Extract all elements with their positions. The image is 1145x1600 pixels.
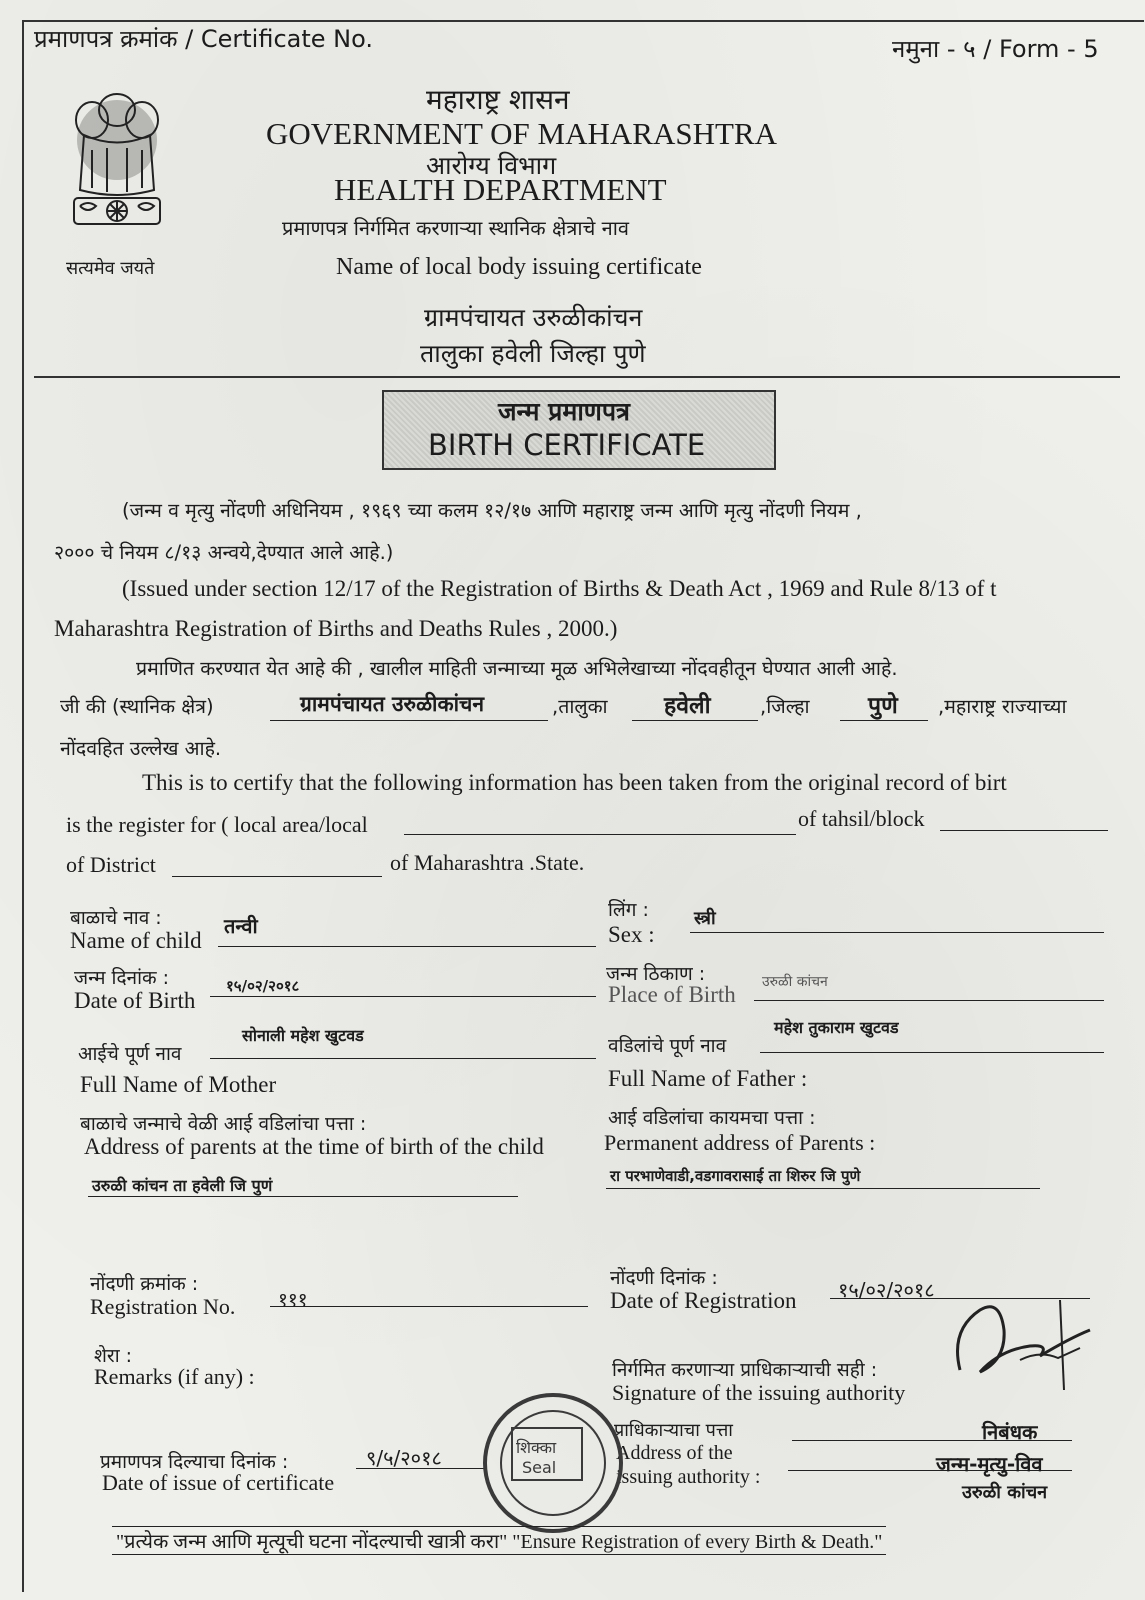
certify-english-line1: This is to certify that the following information has been taken from the original record of birt (142, 770, 1007, 795)
father-name-label-english: Full Name of Father : (608, 1066, 808, 1091)
certify-marathi-prefix: जी की (स्थानिक क्षेत्र) (60, 695, 214, 718)
local-body-label-english: Name of local body issuing certificate (336, 254, 702, 280)
preamble-marathi-line2: २००० चे नियम ८/१३ अन्वये,देण्यात आले आहे.) (54, 541, 394, 564)
department-english: HEALTH DEPARTMENT (334, 172, 667, 207)
issue-date-value: ९/५/२०१८ (366, 1446, 442, 1470)
permanent-address-label-english: Permanent address of Parents : (604, 1130, 876, 1155)
form-number-label: नमुना - ५ / Form - 5 (892, 35, 1099, 63)
pob-underline (754, 1000, 1104, 1001)
signature-label-marathi: निर्गमित करणाऱ्या प्राधिकाऱ्याची सही : (612, 1359, 878, 1381)
dob-value: १५/०२/२०१८ (226, 977, 300, 995)
taluka-label: ,तालुका (552, 695, 608, 718)
local-body-name: ग्रामपंचायत उरुळीकांचन (424, 303, 643, 332)
child-name-value: तन्वी (224, 914, 258, 938)
certificate-title-box (382, 390, 776, 470)
authority-address-label-english: Address of the (616, 1442, 733, 1464)
authority-address-label-english-2: issuing authority : (616, 1466, 761, 1488)
birth-address-underline (88, 1196, 518, 1197)
taluka-underline (632, 720, 758, 721)
registration-number-label-english: Registration No. (90, 1294, 236, 1319)
birth-address-value: उरुळी कांचन ता हवेली जि पुणं (92, 1176, 273, 1195)
issue-date-label-english: Date of issue of certificate (102, 1470, 335, 1495)
authority-signature (940, 1290, 1100, 1400)
district-value: पुणे (868, 693, 898, 719)
certify-english-line2b: of tahsil/block (798, 806, 925, 831)
emblem-motto: सत्यमेव जयते (66, 258, 155, 279)
dob-label-english: Date of Birth (74, 988, 196, 1013)
local-body-label-marathi: प्रमाणपत्र निर्गमित करणाऱ्या स्थानिक क्षेत्राचे नाव (282, 216, 630, 240)
preamble-english-line1: (Issued under section 12/17 of the Registration of Births & Death Act , 1969 and Rule 8/13 of t (122, 576, 997, 601)
father-name-label-marathi: वडिलांचे पूर्ण नाव (608, 1035, 727, 1057)
father-name-value: महेश तुकाराम खुटवड (774, 1018, 899, 1037)
local-area-underline (270, 720, 548, 721)
district-underline (840, 720, 928, 721)
sex-label-marathi: लिंग : (608, 899, 649, 921)
birth-address-label-marathi: बाळाचे जन्माचे वेळी आई वडिलांचा पत्ता : (80, 1113, 367, 1135)
registrar-stamp-line3: उरुळी कांचन (962, 1482, 1048, 1503)
child-name-label-marathi: बाळाचे नाव : (70, 907, 162, 929)
pob-label-english: Place of Birth (608, 982, 736, 1007)
signature-label-english: Signature of the issuing authority (612, 1380, 906, 1405)
father-name-underline (760, 1052, 1104, 1053)
permanent-address-label-marathi: आई वडिलांचा कायमचा पत्ता : (608, 1107, 816, 1129)
sex-label-english: Sex : (608, 922, 655, 947)
registration-number-value: १११ (278, 1289, 308, 1311)
state-name-english: GOVERNMENT OF MAHARASHTRA (266, 116, 777, 151)
sex-underline (690, 932, 1104, 933)
mother-name-label-english: Full Name of Mother (80, 1072, 277, 1097)
mother-name-underline (210, 1058, 596, 1059)
registration-date-value: १५/०२/२०१८ (838, 1278, 935, 1302)
registration-number-label-marathi: नोंदणी क्रमांक : (90, 1273, 199, 1295)
mother-name-label-marathi: आईचे पूर्ण नाव (78, 1043, 182, 1065)
mother-name-value: सोनाली महेश खुटवड (242, 1026, 364, 1045)
national-emblem-icon (62, 80, 172, 250)
local-area-english-underline (404, 834, 796, 835)
permanent-address-value: रा परभाणेवाडी,वडगावरासाई ता शिरुर जि पुणे (610, 1167, 861, 1185)
remarks-label-english: Remarks (if any) : (94, 1364, 255, 1389)
certificate-number-label: प्रमाणपत्र क्रमांक / Certificate No. (34, 25, 373, 53)
certify-english-line3b: of Maharashtra .State. (390, 850, 585, 875)
permanent-address-underline (606, 1188, 1040, 1189)
certify-marathi-line1: प्रमाणित करण्यात येत आहे की , खालील माहिती जन्माच्या मूळ अभिलेखाच्या नोंदवहीतून घेण्यात आली आहे. (136, 657, 898, 680)
registrar-stamp-line1: निबंधक (982, 1420, 1038, 1444)
certify-english-line3a: of District (66, 852, 156, 877)
sex-value: स्त्री (694, 908, 716, 929)
department-marathi: आरोग्य विभाग (426, 151, 557, 180)
district-english-underline (172, 876, 382, 877)
registrar-stamp-line2: जन्म-मृत्यु-विव (936, 1452, 1043, 1476)
certify-marathi-line3: नोंदवहित उल्लेख आहे. (60, 737, 222, 760)
certificate-title-english: BIRTH CERTIFICATE (428, 428, 706, 462)
seal-label-marathi: शिक्का (516, 1438, 557, 1457)
issue-date-label-marathi: प्रमाणपत्र दिल्याचा दिनांक : (100, 1451, 289, 1473)
preamble-marathi-line1: (जन्म व मृत्यु नोंदणी अधिनियम , १९६९ च्या कलम १२/१७ आणि महाराष्ट्र जन्म आणि मृत्यु नोंदणी नियम , (122, 499, 862, 522)
birth-address-label-english: Address of parents at the time of birth of the child (84, 1134, 544, 1159)
tahsil-underline (940, 830, 1108, 831)
local-area-value: ग्रामपंचायत उरुळीकांचन (300, 692, 485, 716)
header-divider (34, 376, 1120, 378)
registration-date-label-english: Date of Registration (610, 1288, 797, 1313)
pob-value: उरुळी कांचन (762, 974, 828, 990)
pob-label-marathi: जन्म ठिकाण : (606, 963, 706, 985)
district-label: ,जिल्हा (760, 695, 810, 718)
dob-underline (210, 996, 596, 997)
authority-address-label-marathi: प्राधिकाऱ्याचा पत्ता (614, 1420, 733, 1441)
child-name-label-english: Name of child (70, 928, 202, 953)
registration-number-underline (270, 1306, 588, 1307)
issue-date-underline (356, 1468, 486, 1469)
registration-date-label-marathi: नोंदणी दिनांक : (610, 1267, 718, 1289)
preamble-english-line2: Maharashtra Registration of Births and Deaths Rules , 2000.) (54, 616, 618, 641)
state-suffix: ,महाराष्ट्र राज्याच्या (938, 695, 1067, 718)
child-name-underline (218, 946, 596, 947)
certificate-title-marathi: जन्म प्रमाणपत्र (498, 397, 630, 426)
footer-slogan: "प्रत्येक जन्म आणि मृत्यूची घटना नोंदल्याची खात्री करा" "Ensure Registration of every Birth & Death." (112, 1526, 886, 1555)
seal-label-english: Seal (522, 1458, 557, 1477)
local-body-taluka-district: तालुका हवेली जिल्हा पुणे (420, 339, 646, 368)
taluka-value: हवेली (664, 693, 711, 719)
certify-english-line2a: is the register for ( local area/local (66, 812, 368, 837)
dob-label-marathi: जन्म दिनांक : (74, 967, 170, 989)
state-name-marathi: महाराष्ट्र शासन (426, 83, 570, 116)
remarks-label-marathi: शेरा : (94, 1345, 133, 1367)
